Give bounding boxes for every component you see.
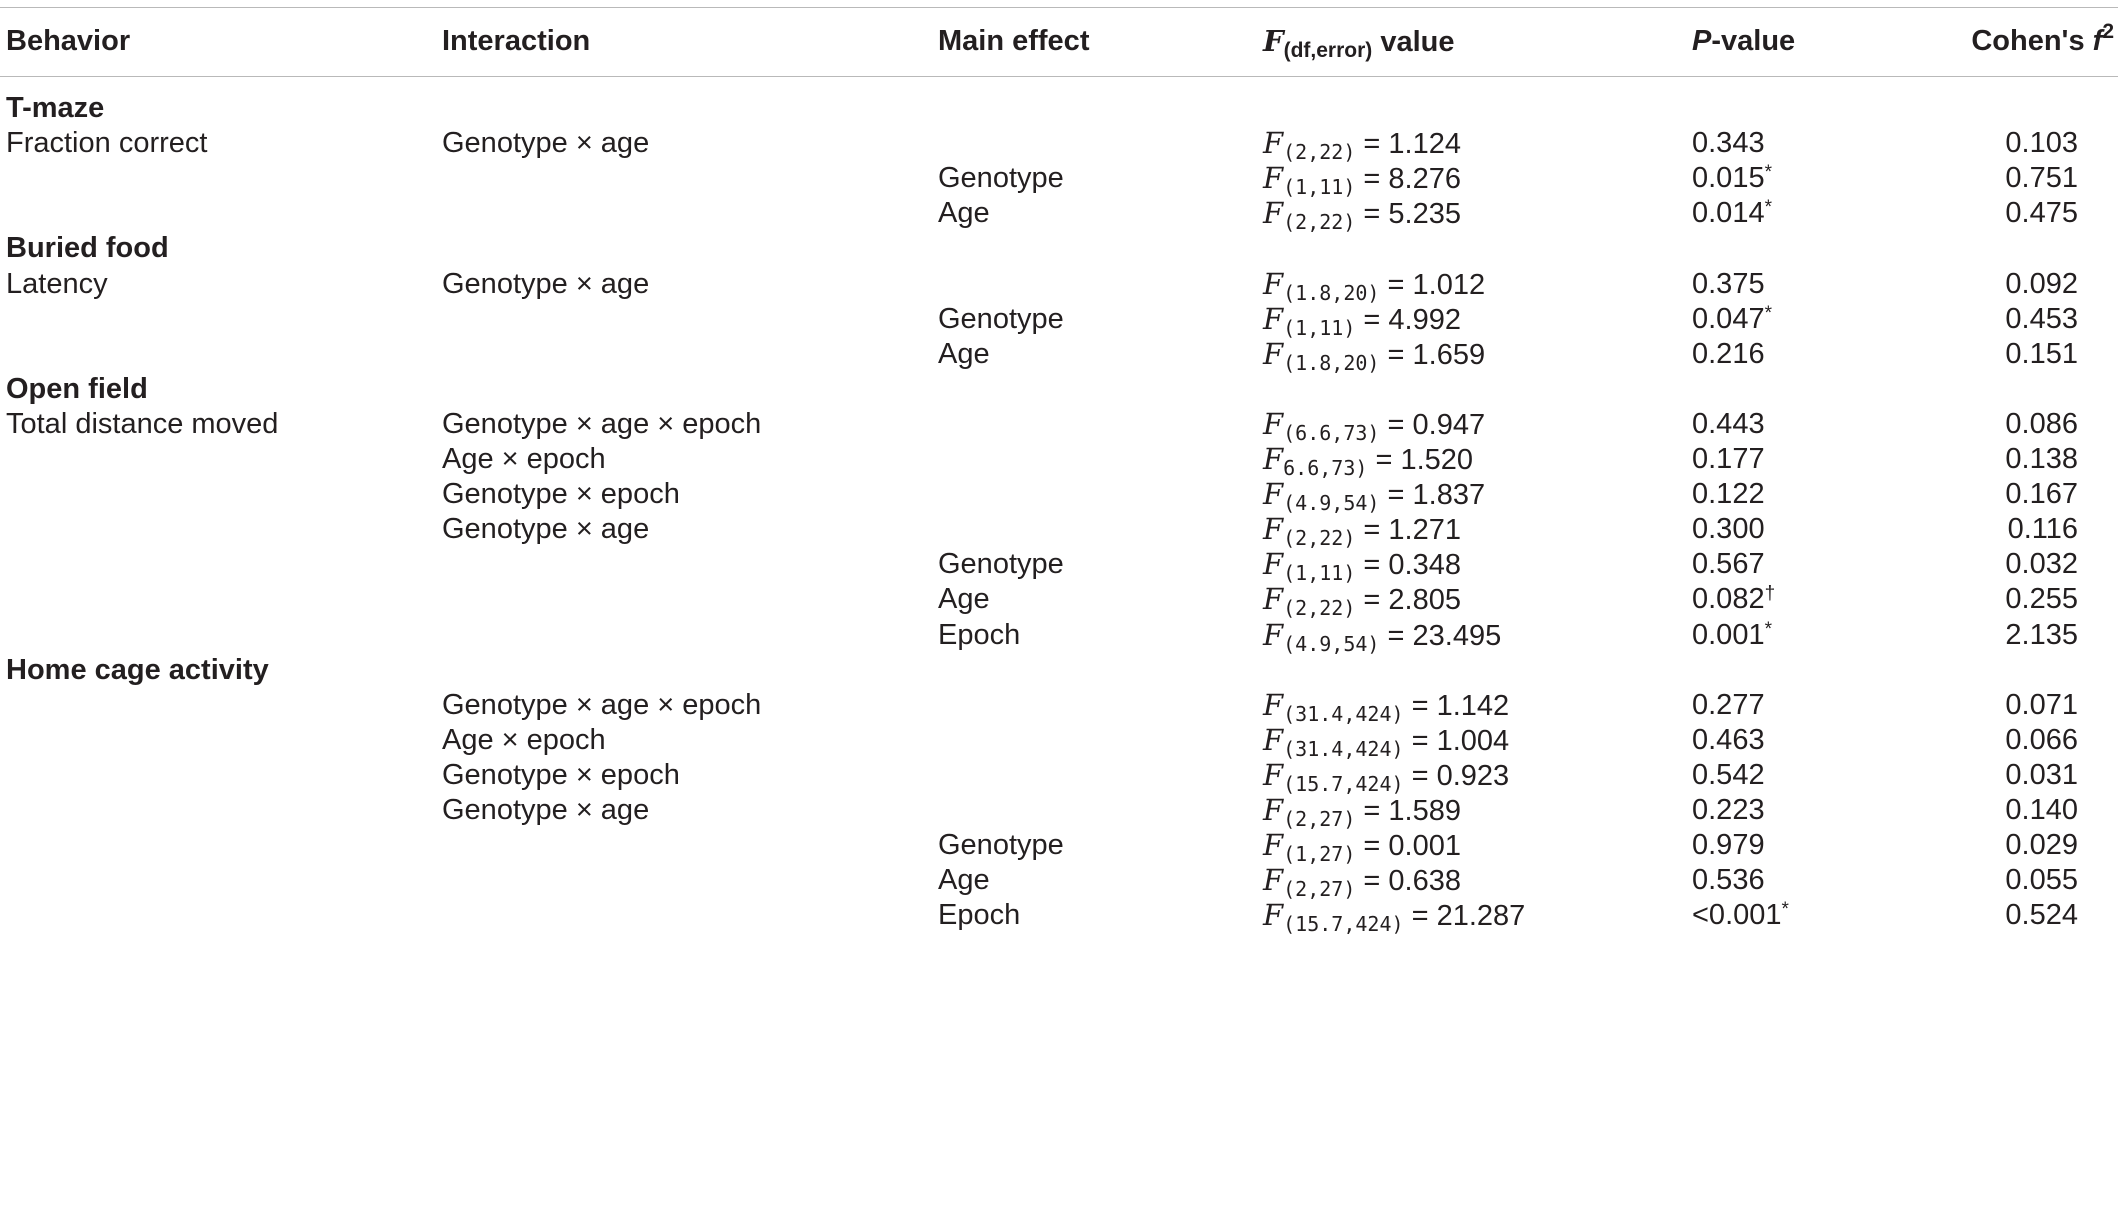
f-value: = 1.004 (1403, 724, 1510, 757)
interaction-cell: Genotype × age (442, 267, 650, 300)
f-value: = 23.495 (1379, 619, 1502, 652)
p-value: 0.082 (1692, 583, 1765, 616)
cohens-f2-cell: 0.086 (2005, 407, 2078, 440)
f-df-subscript: (2,27) (1283, 807, 1356, 831)
f-value: = 0.348 (1355, 549, 1461, 582)
p-value: 0.001 (1692, 618, 1765, 651)
significance-mark: * (1764, 162, 1772, 184)
cohens-f2-cell: 0.071 (2005, 688, 2078, 721)
f-value: = 4.992 (1355, 303, 1461, 336)
f-symbol: F (1263, 547, 1284, 582)
p-value: 0.047 (1692, 302, 1765, 335)
f-symbol: F (1263, 126, 1284, 161)
f-value: = 1.659 (1379, 338, 1486, 371)
p-value: 0.542 (1692, 758, 1765, 791)
cohens-f2-cell: 0.167 (2005, 478, 2078, 511)
f-symbol: F (1263, 336, 1284, 371)
f-value: = 0.638 (1355, 865, 1461, 898)
p-value: 0.300 (1692, 513, 1765, 546)
cohens-f2-cell: 0.138 (2005, 443, 2078, 475)
header-cohen-exponent: 2 (2102, 20, 2114, 43)
f-symbol: F (1263, 617, 1284, 652)
f-symbol: F (1263, 301, 1284, 336)
p-value: 0.277 (1692, 688, 1765, 721)
interaction-cell: Genotype × epoch (442, 478, 680, 511)
significance-mark: * (1764, 618, 1772, 640)
p-value: 0.979 (1692, 829, 1765, 862)
section-title: Home cage activity (6, 653, 269, 686)
interaction-cell: Genotype × age (442, 513, 650, 546)
cohens-f2-cell: 0.151 (2005, 337, 2078, 370)
f-df-subscript: (2,22) (1283, 210, 1356, 235)
interaction-cell: Genotype × age × epoch (442, 688, 762, 721)
f-value: = 21.287 (1403, 900, 1526, 933)
significance-mark: * (1764, 197, 1772, 219)
f-value: = 1.142 (1403, 689, 1510, 722)
interaction-cell: Genotype × age (442, 127, 650, 160)
f-df-subscript: (15.7,424) (1283, 912, 1404, 937)
f-value: = 2.805 (1355, 584, 1461, 617)
main-effect-cell: Genotype (938, 302, 1064, 335)
main-effect-cell: Age (938, 197, 990, 230)
cohens-f2-cell: 0.032 (2005, 548, 2078, 581)
main-effect-cell: Age (938, 583, 990, 616)
main-effect-cell: Age (938, 337, 990, 370)
p-value: 0.216 (1692, 337, 1765, 370)
cohens-f2-cell: 0.031 (2005, 758, 2078, 791)
header-cohens-f2 (1971, 18, 2114, 65)
f-value: = 0.947 (1379, 408, 1486, 441)
f-value: = 1.012 (1379, 268, 1486, 301)
f-df-subscript: (4.9,54) (1283, 631, 1380, 656)
interaction-cell: Genotype × age × epoch (442, 407, 762, 440)
header-f-label: value (1380, 26, 1455, 58)
f-value: = 0.001 (1355, 830, 1461, 863)
cohens-f2-cell: 0.092 (2005, 267, 2078, 300)
f-symbol: F (1263, 687, 1284, 722)
header-rule (0, 76, 2118, 77)
header-p-label: -value (1711, 25, 1796, 57)
cohens-f2-cell: 0.066 (2005, 723, 2078, 756)
f-symbol: F (1263, 512, 1284, 547)
f-value: = 1.124 (1355, 128, 1461, 161)
f-value-cell (1263, 892, 1525, 939)
f-value: = 1.837 (1379, 479, 1486, 512)
p-value: 0.122 (1692, 478, 1765, 511)
cohens-f2-cell: 2.135 (2005, 618, 2078, 651)
header-cohen-label: Cohen's (1971, 25, 2093, 57)
f-symbol: F (1263, 828, 1284, 863)
p-value: 0.536 (1692, 864, 1765, 897)
interaction-cell: Genotype × age (442, 794, 650, 826)
main-effect-cell: Genotype (938, 829, 1064, 862)
f-df-subscript: (1,11) (1283, 175, 1356, 200)
f-df-subscript: (1.8,20) (1283, 280, 1380, 305)
significance-mark: * (1781, 899, 1789, 921)
main-effect-cell: Genotype (938, 548, 1064, 581)
f-df-subscript: (1,11) (1283, 561, 1356, 586)
interaction-cell: Age × epoch (442, 723, 606, 756)
significance-mark: † (1764, 583, 1776, 605)
section-title: Open field (6, 372, 148, 405)
f-value: = 5.235 (1355, 198, 1461, 231)
f-symbol: F (1263, 722, 1284, 757)
section-title: Buried food (6, 232, 169, 265)
table-row (0, 892, 2118, 939)
f-symbol: F (1263, 442, 1284, 476)
f-df-subscript: (1,27) (1283, 842, 1356, 867)
p-value: 0.567 (1692, 548, 1765, 581)
f-value: = 0.923 (1403, 759, 1510, 792)
header-f-subscript: (df,error) (1283, 39, 1373, 62)
p-value: 0.223 (1692, 794, 1765, 826)
f-df-subscript: (2,22) (1283, 596, 1356, 621)
cohens-f2-cell: 0.140 (2005, 794, 2078, 826)
f-df-subscript: (6.6,73) (1283, 420, 1380, 445)
f-symbol: F (1263, 757, 1284, 792)
p-value: 0.015 (1692, 162, 1765, 195)
f-value: = 1.271 (1355, 514, 1461, 547)
header-p-symbol: P (1692, 25, 1712, 57)
main-effect-cell: Genotype (938, 162, 1064, 195)
cohens-f2-cell: 0.453 (2005, 302, 2078, 335)
header-f-value (1263, 18, 1455, 65)
f-symbol: F (1263, 196, 1284, 231)
f-df-subscript: (1.8,20) (1283, 350, 1380, 375)
header-behavior: Behavior (6, 25, 131, 57)
f-df-subscript: (4.9,54) (1283, 491, 1380, 516)
p-value-cell (1692, 892, 1789, 939)
behavior-cell: Total distance moved (6, 407, 279, 440)
main-effect-cell: Epoch (938, 899, 1021, 932)
header-cohen-symbol: f (2092, 25, 2103, 57)
p-value: 0.443 (1692, 407, 1765, 440)
behavior-cell: Fraction correct (6, 127, 208, 160)
behavior-cell: Latency (6, 267, 108, 300)
cohens-f2-cell: 0.055 (2005, 864, 2078, 897)
f-df-subscript: (2,22) (1283, 140, 1356, 165)
main-effect-cell: Epoch (938, 618, 1021, 651)
f-symbol: F (1263, 582, 1284, 617)
f-symbol: F (1263, 477, 1284, 512)
f-df-subscript: (15.7,424) (1283, 771, 1404, 796)
significance-mark: * (1764, 302, 1772, 324)
interaction-cell: Genotype × epoch (442, 758, 680, 791)
f-df-subscript: 6.6,73) (1283, 456, 1368, 480)
f-df-subscript: (31.4,424) (1283, 701, 1404, 726)
cohens-f2-cell: 0.116 (2007, 513, 2078, 546)
cohens-f2-cell: 0.475 (2005, 197, 2078, 230)
cohens-f2-cell: 0.751 (2005, 162, 2078, 195)
f-value: = 8.276 (1355, 163, 1461, 196)
p-value: 0.343 (1692, 127, 1765, 160)
cohens-f2-cell: 0.524 (2005, 899, 2078, 932)
f-symbol: F (1263, 406, 1284, 441)
interaction-cell: Age × epoch (442, 443, 606, 475)
f-value: = 1.520 (1367, 444, 1474, 476)
table-header-row (0, 18, 2118, 65)
cohens-f2-cell: 0.103 (2005, 127, 2078, 160)
f-df-subscript: (31.4,424) (1283, 736, 1404, 761)
p-value: 0.463 (1692, 723, 1765, 756)
p-value: 0.014 (1692, 197, 1765, 230)
f-df-subscript: (2,22) (1283, 526, 1356, 551)
p-value: <0.001 (1692, 899, 1782, 932)
f-symbol: F (1263, 266, 1284, 301)
p-value: 0.177 (1692, 443, 1765, 475)
f-symbol: F (1263, 898, 1284, 933)
p-value: 0.375 (1692, 267, 1765, 300)
f-df-subscript: (2,27) (1283, 877, 1356, 902)
top-rule (0, 7, 2118, 8)
cohens-f2-cell: 0.029 (2005, 829, 2078, 862)
cohens-f2-cell: 0.255 (2005, 583, 2078, 616)
main-effect-cell: Age (938, 864, 990, 897)
header-p-value (1692, 18, 1795, 65)
header-main-effect: Main effect (938, 25, 1090, 57)
header-interaction: Interaction (442, 25, 591, 57)
f-value: = 1.589 (1355, 795, 1461, 827)
f-symbol: F (1263, 161, 1284, 196)
f-symbol: F (1263, 793, 1284, 827)
section-title: T-maze (6, 92, 105, 124)
f-df-subscript: (1,11) (1283, 315, 1356, 340)
f-symbol: F (1263, 863, 1284, 898)
header-f-symbol: F (1263, 24, 1284, 58)
